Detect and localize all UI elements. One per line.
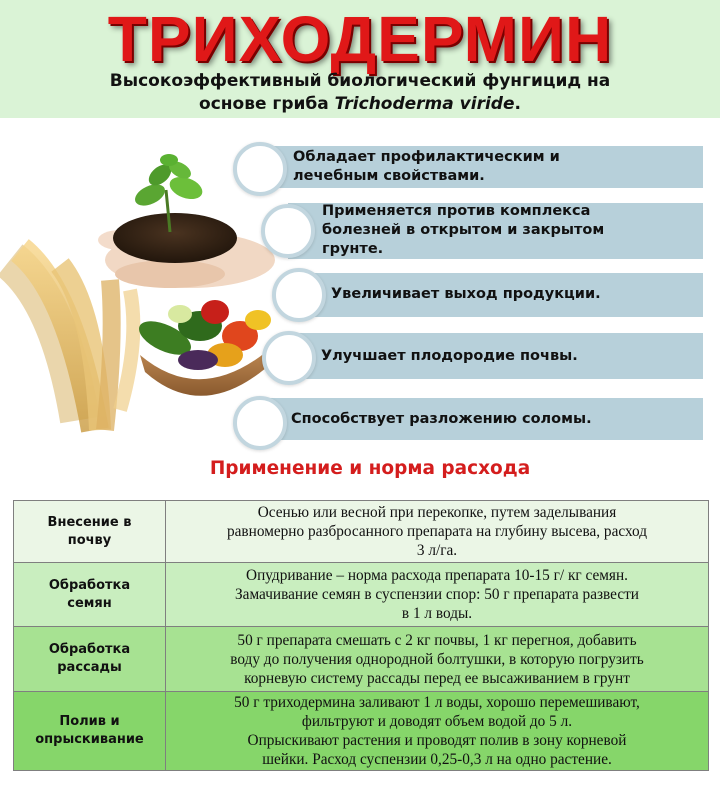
row-description: Осенью или весной при перекопке, путем заделывания равномерно разбросанного препарата на глубину высева, расход 3 л/га. bbox=[166, 501, 709, 563]
table-row bbox=[14, 501, 709, 563]
subtitle-line-2-prefix: основе гриба bbox=[199, 94, 335, 114]
table-row bbox=[14, 692, 709, 771]
benefit-bullet-1 bbox=[233, 142, 287, 196]
row-description: Опудривание – норма расхода препарата 10-15 г/ кг семян. Замачивание семян в суспензии спор: 50 г препарата развести в 1 л воды. bbox=[166, 563, 709, 627]
wheat-image bbox=[10, 250, 133, 430]
vegetable-basket-image bbox=[134, 300, 280, 396]
table-row bbox=[14, 627, 709, 692]
species-name: Trichoderma viride bbox=[334, 94, 515, 114]
soil-image bbox=[113, 213, 237, 263]
row-description: 50 г препарата смешать с 2 кг почвы, 1 кг перегноя, добавить воду до получения однородной болтушки, в которую погрузить корневую систему рассады перед ее высаживанием в грунт bbox=[166, 627, 709, 692]
subtitle-line-1: Высокоэффективный биологический фунгицид на bbox=[109, 71, 611, 91]
benefit-text-4: Улучшает плодородие почвы. bbox=[321, 348, 578, 364]
subtitle-line-2-suffix: . bbox=[514, 94, 521, 114]
benefit-text-2: Применяется против комплекса болезней в открытом и закрытом грунте. bbox=[322, 203, 605, 257]
row-label: Обработка семян bbox=[14, 563, 166, 627]
benefit-bullet-5 bbox=[233, 396, 287, 450]
benefit-text-3: Увеличивает выход продукции. bbox=[331, 286, 601, 302]
row-label: Обработка рассады bbox=[14, 627, 166, 692]
benefit-text-1: Обладает профилактическим и лечебным свойствами. bbox=[293, 149, 560, 184]
row-description: 50 г триходермина заливают 1 л воды, хорошо перемешивают, фильтруют и доводят объем водой до 5 л. Опрыскивают растения и проводят полив в зону корневой шейки. Расход суспензии 0,25-0,3 л на одно растение. bbox=[166, 692, 709, 771]
page-title: ТРИХОДЕРМИН bbox=[107, 3, 613, 75]
benefit-bullet-4 bbox=[262, 331, 316, 385]
benefit-text-5: Способствует разложению соломы. bbox=[291, 411, 592, 427]
benefit-bullet-2 bbox=[261, 204, 315, 258]
row-label: Внесение в почву bbox=[14, 501, 166, 563]
page-subtitle bbox=[20, 70, 700, 116]
row-label: Полив и опрыскивание bbox=[14, 692, 166, 771]
usage-section-title: Применение и норма расхода bbox=[209, 458, 531, 479]
usage-table bbox=[13, 500, 709, 771]
benefit-bullet-3 bbox=[272, 268, 326, 322]
table-row bbox=[14, 563, 709, 627]
